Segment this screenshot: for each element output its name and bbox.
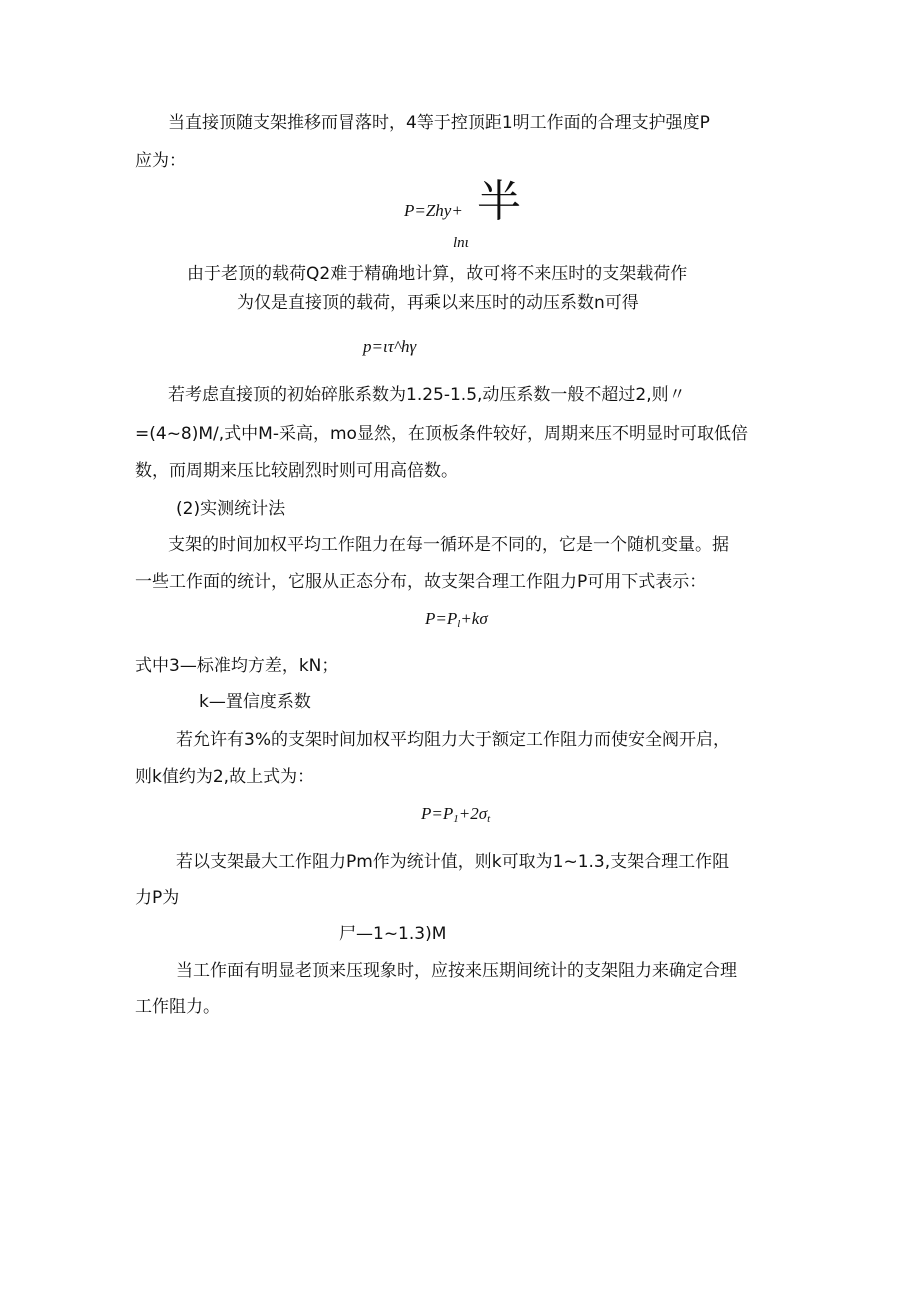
formula-1-main: P=Zhy+ <box>404 201 463 220</box>
paragraph-8-line-1: 当工作面有明显老顶来压现象时，应按来压期间统计的支架阻力来确定合理 <box>176 961 737 981</box>
formula-4-subscript-2: t <box>487 813 491 825</box>
paragraph-5-line-1: 式中3—标准均方差，kN； <box>135 656 339 676</box>
formula-2: p=ιτ^hγ <box>363 337 417 356</box>
paragraph-4-line-2: 一些工作面的统计，它服从正态分布，故支架合理工作阻力P可用下式表示： <box>135 572 707 592</box>
paragraph-3-line-3: 数，而周期来压比较剧烈时则可用高倍数。 <box>135 461 458 481</box>
formula-3-subscript: l <box>457 618 461 630</box>
paragraph-2-line-2: 为仅是直接顶的载荷，再乘以来压时的动压系数n可得 <box>237 293 639 313</box>
paragraph-7-line-1: 若以支架最大工作阻力Pm作为统计值，则k可取为1~1.3,支架合理工作阻 <box>176 852 730 872</box>
paragraph-6-line-2: 则k值约为2,故上式为： <box>135 767 315 787</box>
formula-4-part-b: +2σ <box>458 804 488 823</box>
formula-3-part-a: P=P <box>425 609 458 628</box>
formula-3 <box>425 608 488 635</box>
paragraph-5-line-2: k—置信度系数 <box>199 692 311 712</box>
paragraph-4-line-1: 支架的时间加权平均工作阻力在每一循环是不同的，它是一个随机变量。据 <box>168 535 729 555</box>
formula-4-subscript-1: 1 <box>453 813 459 825</box>
section-heading: (2)实测统计法 <box>176 499 286 519</box>
formula-1-glyph: 半 <box>477 176 521 227</box>
formula-4-part-a: P=P <box>421 804 454 823</box>
formula-4 <box>421 803 490 830</box>
paragraph-7-line-2: 力P为 <box>135 888 180 908</box>
paragraph-2-line-1: 由于老顶的载荷Q2难于精确地计算，故可将不来压时的支架载荷作 <box>187 264 688 284</box>
formula-1-denominator: lnι <box>453 235 469 251</box>
paragraph-1-line-2: 应为： <box>135 151 186 171</box>
paragraph-6-line-1: 若允许有3%的支架时间加权平均阻力大于额定工作阻力而使安全阀开启， <box>176 730 730 750</box>
paragraph-3-line-1: 若考虑直接顶的初始碎胀系数为1.25-1.5,动压系数一般不超过2,则〃 <box>168 385 686 405</box>
paragraph-3-line-2: =(4~8)M/,式中M-采高，mo显然，在顶板条件较好，周期来压不明显时可取低倍 <box>135 424 748 444</box>
paragraph-8-line-2: 工作阻力。 <box>135 997 220 1017</box>
formula-3-part-b: +kσ <box>460 609 488 628</box>
formula-5: 尸—1~1.3)M <box>339 924 447 944</box>
paragraph-1-line-1: 当直接顶随支架推移而冒落时，4等于控顶距1明工作面的合理支护强度P <box>168 113 710 133</box>
